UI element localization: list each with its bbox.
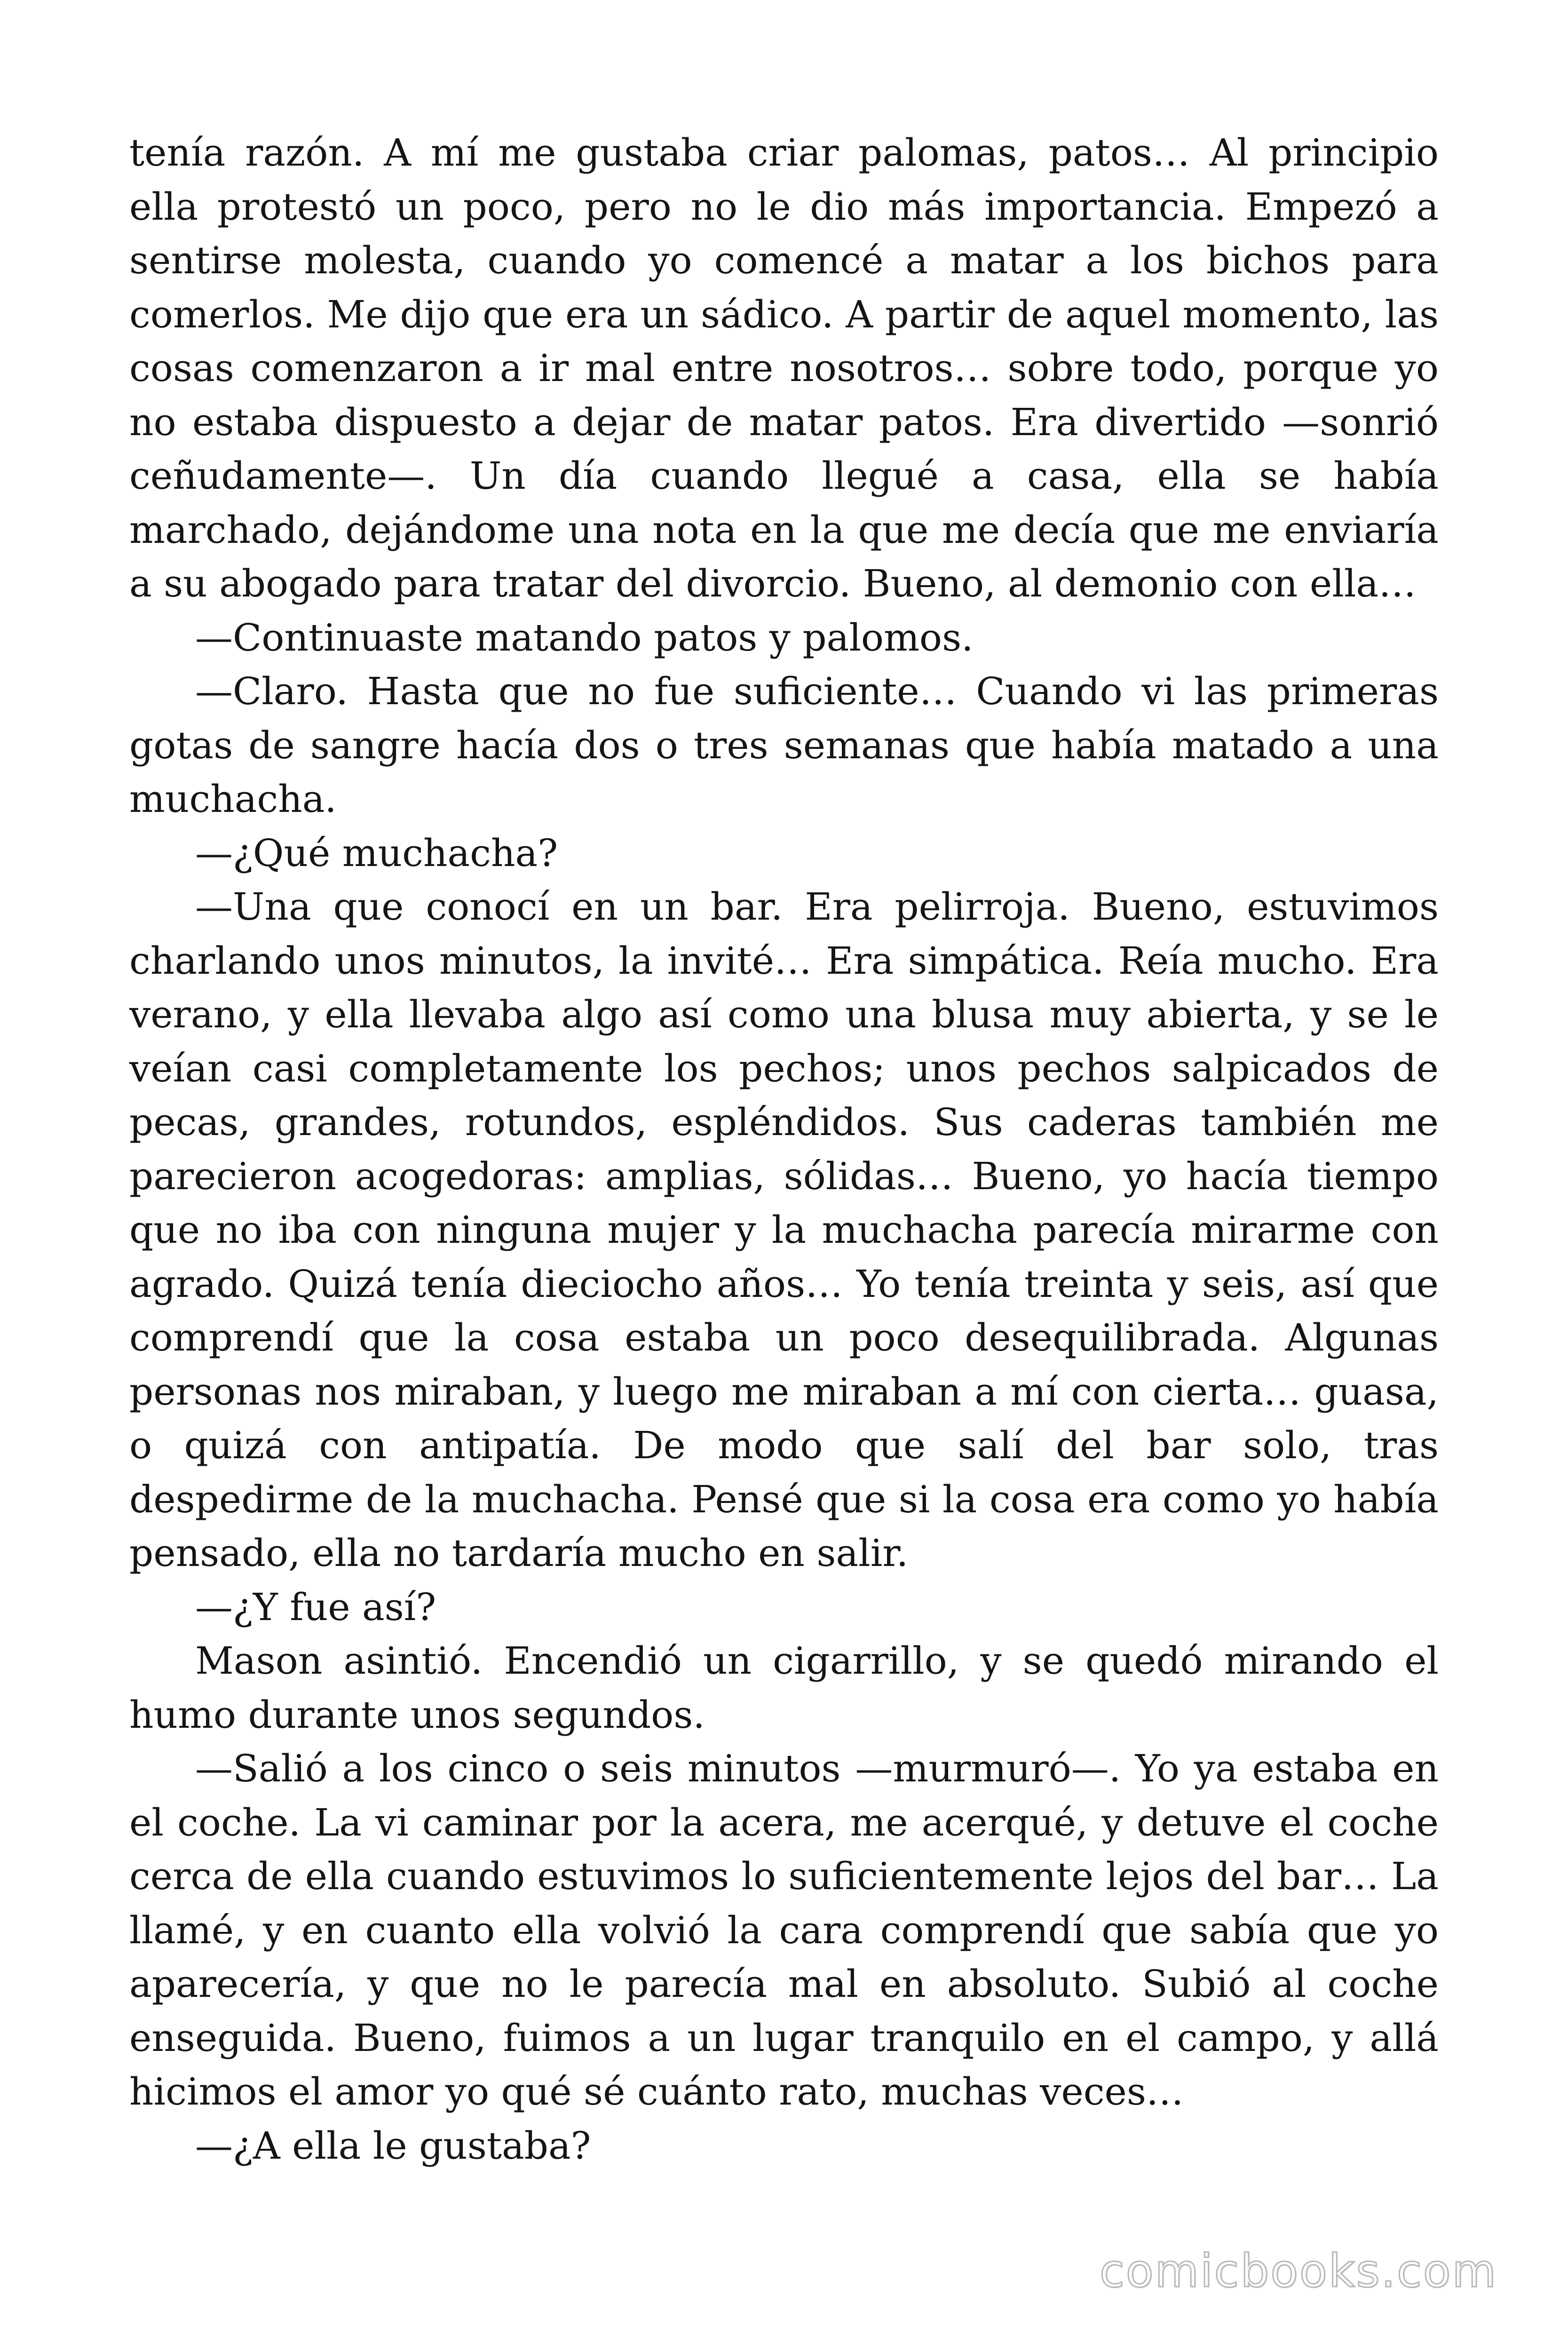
paragraph: —Claro. Hasta que no fue suficiente… Cuando vi las primeras gotas de sangre hacía dos o tres semanas que había matado a una muchacha. bbox=[129, 669, 1439, 821]
paragraph: —Continuaste matando patos y palomos. bbox=[195, 615, 974, 660]
document-body bbox=[129, 126, 1439, 2173]
watermark: comicbooks.com bbox=[1099, 2245, 1497, 2297]
paragraph: —¿Qué muchacha? bbox=[195, 831, 558, 875]
paragraph: —Salió a los cinco o seis minutos —murmuró—. Yo ya estaba en el coche. La vi caminar por la acera, me acerqué, y detuve el coche cerca de ella cuando estuvimos lo suficientemente lejos del bar… La llamé, y en cuanto ella volvió la cara comprendí que sabía que yo aparecería, y que no le parecía mal en absoluto. Subió al coche enseguida. Bueno, fuimos a un lugar tranquilo en el campo, y allá hicimos el amor yo qué sé cuánto rato, muchas veces… bbox=[129, 1747, 1439, 2114]
paragraph: tenía razón. A mí me gustaba criar palomas, patos… Al principio ella protestó un poco, pero no le dio más importancia. Empezó a sentirse molesta, cuando yo comencé a matar a los bichos para comerlos. Me dijo que era un sádico. A partir de aquel momento, las cosas comenzaron a ir mal entre nosotros… sobre todo, porque yo no estaba dispuesto a dejar de matar patos. Era divertido —sonrió ceñudamente—. Un día cuando llegué a casa, ella se había marchado, dejándome una nota en la que me decía que me enviaría a su abogado para tratar del divorcio. Bueno, al demonio con ella… bbox=[129, 131, 1439, 605]
paragraph: —Una que conocí en un bar. Era pelirroja. Bueno, estuvimos charlando unos minutos, la invité… Era simpática. Reía mucho. Era verano, y ella llevaba algo así como una blusa muy abierta, y se le veían casi completamente los pechos; unos pechos salpicados de pecas, grandes, rotundos, espléndidos. Sus caderas también me parecieron acogedoras: amplias, sólidas… Bueno, yo hacía tiempo que no iba con ninguna mujer y la muchacha parecía mirarme con agrado. Quizá tenía dieciocho años… Yo tenía treinta y seis, así que comprendí que la cosa estaba un poco desequilibrada. Algunas personas nos miraban, y luego me miraban a mí con cierta… guasa, o quizá con antipatía. De modo que salí del bar solo, tras despedirme de la muchacha. Pensé que si la cosa era como yo había pensado, ella no tardaría mucho en salir. bbox=[129, 885, 1439, 1575]
paragraph: Mason asintió. Encendió un cigarrillo, y se quedó mirando el humo durante unos segundos. bbox=[129, 1639, 1439, 1737]
paragraph: —¿A ella le gustaba? bbox=[195, 2123, 591, 2168]
paragraph: —¿Y fue así? bbox=[195, 1585, 436, 1629]
